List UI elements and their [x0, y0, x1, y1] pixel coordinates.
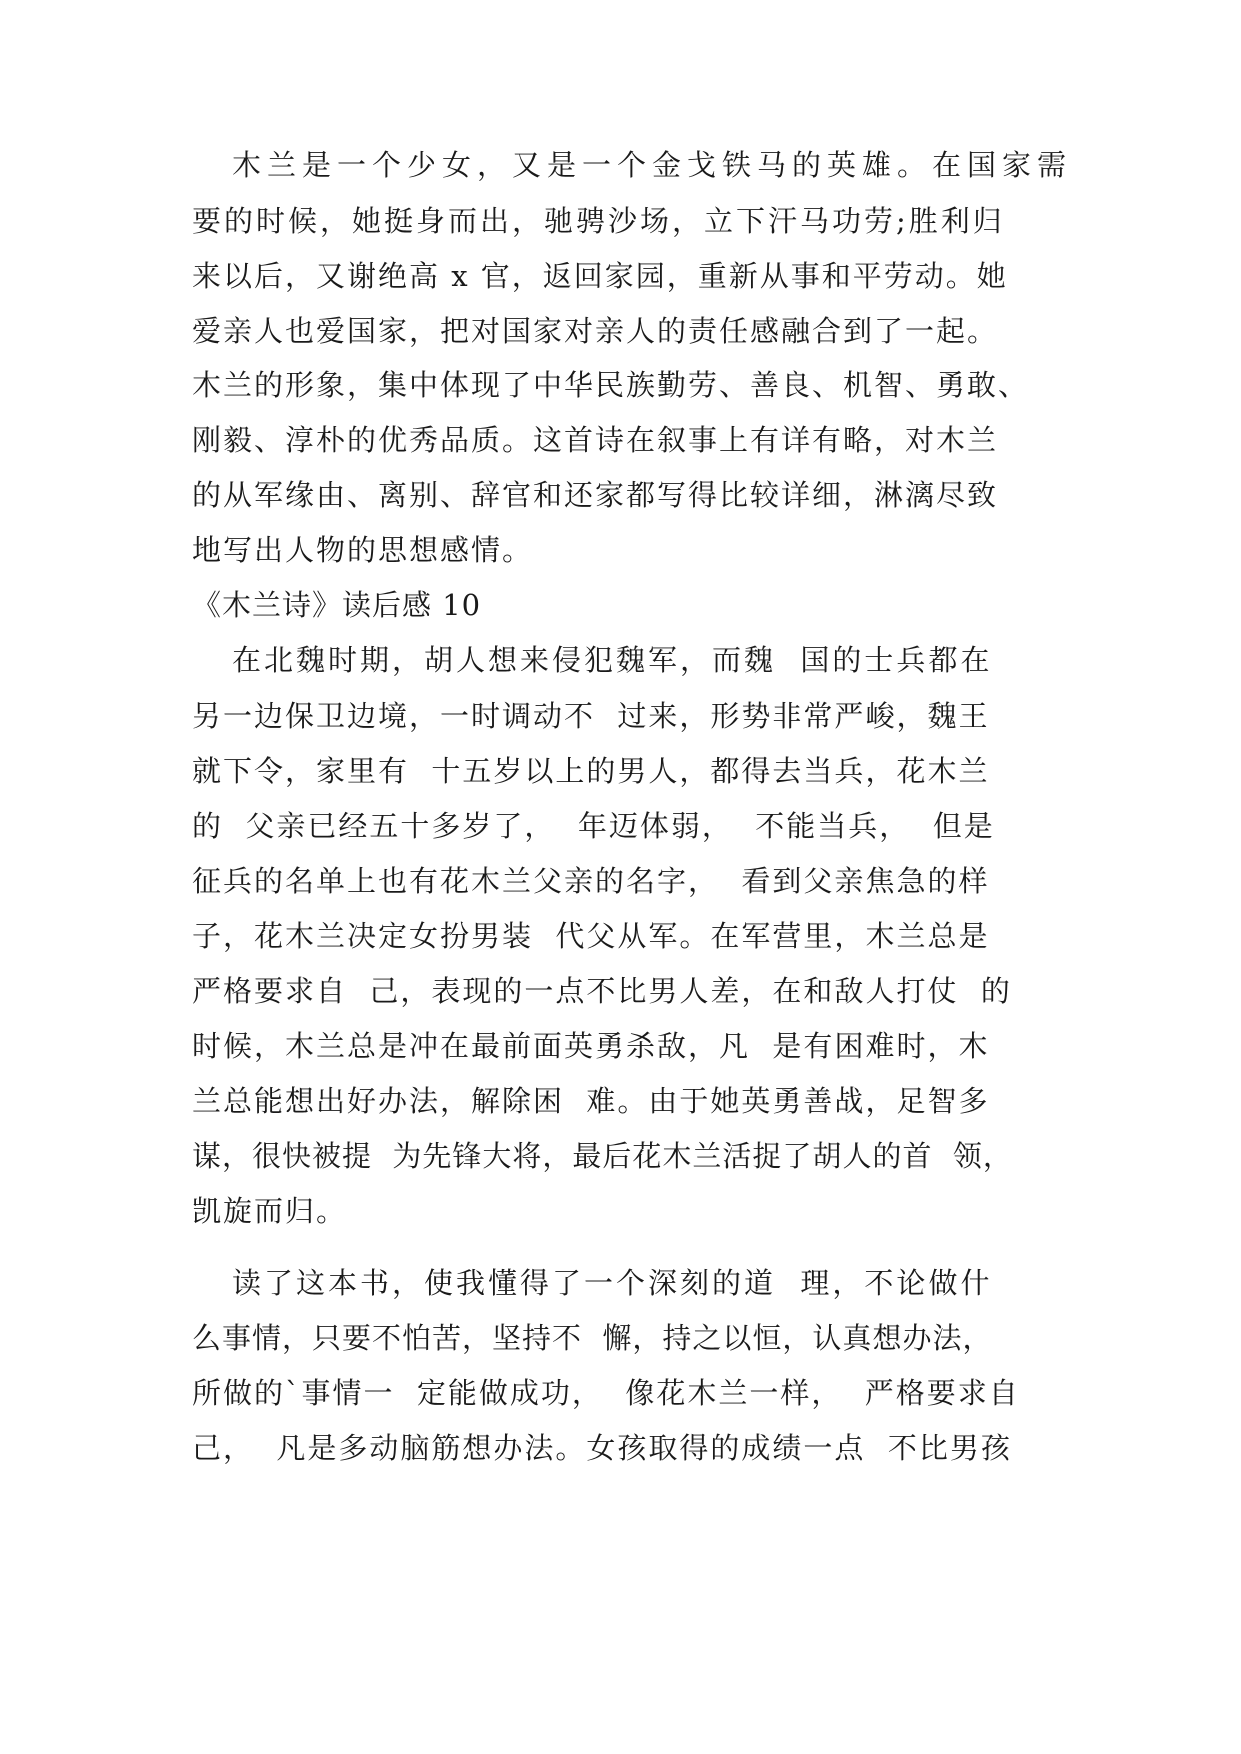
paragraph-3-line-3: 所做的`事情一 定能做成功， 像花木兰一样， 严格要求自: [192, 1376, 1020, 1410]
paragraph-2-line-5: 征兵的名单上也有花木兰父亲的名字， 看到父亲焦急的样: [192, 864, 990, 898]
paragraph-1-line-2: 要的时候，她挺身而出，驰骋沙场，立下汗马功劳;胜利归: [192, 204, 1005, 238]
paragraph-2-line-11: 凯旋而归。: [192, 1194, 348, 1228]
paragraph-2-line-1: 在北魏时期，胡人想来侵犯魏军，而魏 国的士兵都在: [232, 643, 993, 677]
paragraph-1-line-8: 地写出人物的思想感情。: [192, 533, 534, 567]
paragraph-2-line-7: 严格要求自 己，表现的一点不比男人差，在和敌人打仗 的: [192, 974, 1012, 1008]
paragraph-3-line-2: 么事情，只要不怕苦，坚持不 懈，持之以恒，认真想办法，: [192, 1321, 993, 1355]
paragraph-2-line-9: 兰总能想出好办法，解除困 难。由于她英勇善战，足智多: [192, 1084, 990, 1118]
paragraph-3-line-4: 己， 凡是多动脑筋想办法。女孩取得的成绩一点 不比男孩: [192, 1431, 1012, 1465]
paragraph-1-line-1: 木兰是一个少女，又是一个金戈铁马的英雄。在国家需: [232, 148, 1073, 182]
paragraph-2-line-3: 就下令，家里有 十五岁以上的男人，都得去当兵，花木兰: [192, 754, 990, 788]
paragraph-2-line-6: 子，花木兰决定女扮男装 代父从军。在军营里，木兰总是: [192, 919, 990, 953]
paragraph-2-line-10: 谋，很快被提 为先锋大将，最后花木兰活捉了胡人的首 领，: [192, 1139, 1013, 1173]
paragraph-1-line-7: 的从军缘由、离别、辞官和还家都写得比较详细，淋漓尽致: [192, 478, 999, 512]
paragraph-3-line-1: 读了这本书，使我懂得了一个深刻的道 理，不论做什: [232, 1266, 993, 1300]
paragraph-1-line-5: 木兰的形象，集中体现了中华民族勤劳、善良、机智、勇敢、: [192, 368, 1030, 402]
paragraph-2-line-8: 时候，木兰总是冲在最前面英勇杀敌，凡 是有困难时，木: [192, 1029, 990, 1063]
paragraph-2-line-2: 另一边保卫边境，一时调动不 过来，形势非常严峻，魏王: [192, 699, 990, 733]
paragraph-1-line-4: 爱亲人也爱国家，把对国家对亲人的责任感融合到了一起。: [192, 314, 999, 348]
section-heading: 《木兰诗》读后感 10: [192, 588, 482, 622]
paragraph-2-line-4: 的 父亲已经五十多岁了， 年迈体弱， 不能当兵， 但是: [192, 809, 995, 843]
paragraph-1-line-6: 刚毅、淳朴的优秀品质。这首诗在叙事上有详有略，对木兰: [192, 423, 999, 457]
paragraph-1-line-3: 来以后，又谢绝高 x 官，返回家园，重新从事和平劳动。她: [192, 259, 1008, 293]
